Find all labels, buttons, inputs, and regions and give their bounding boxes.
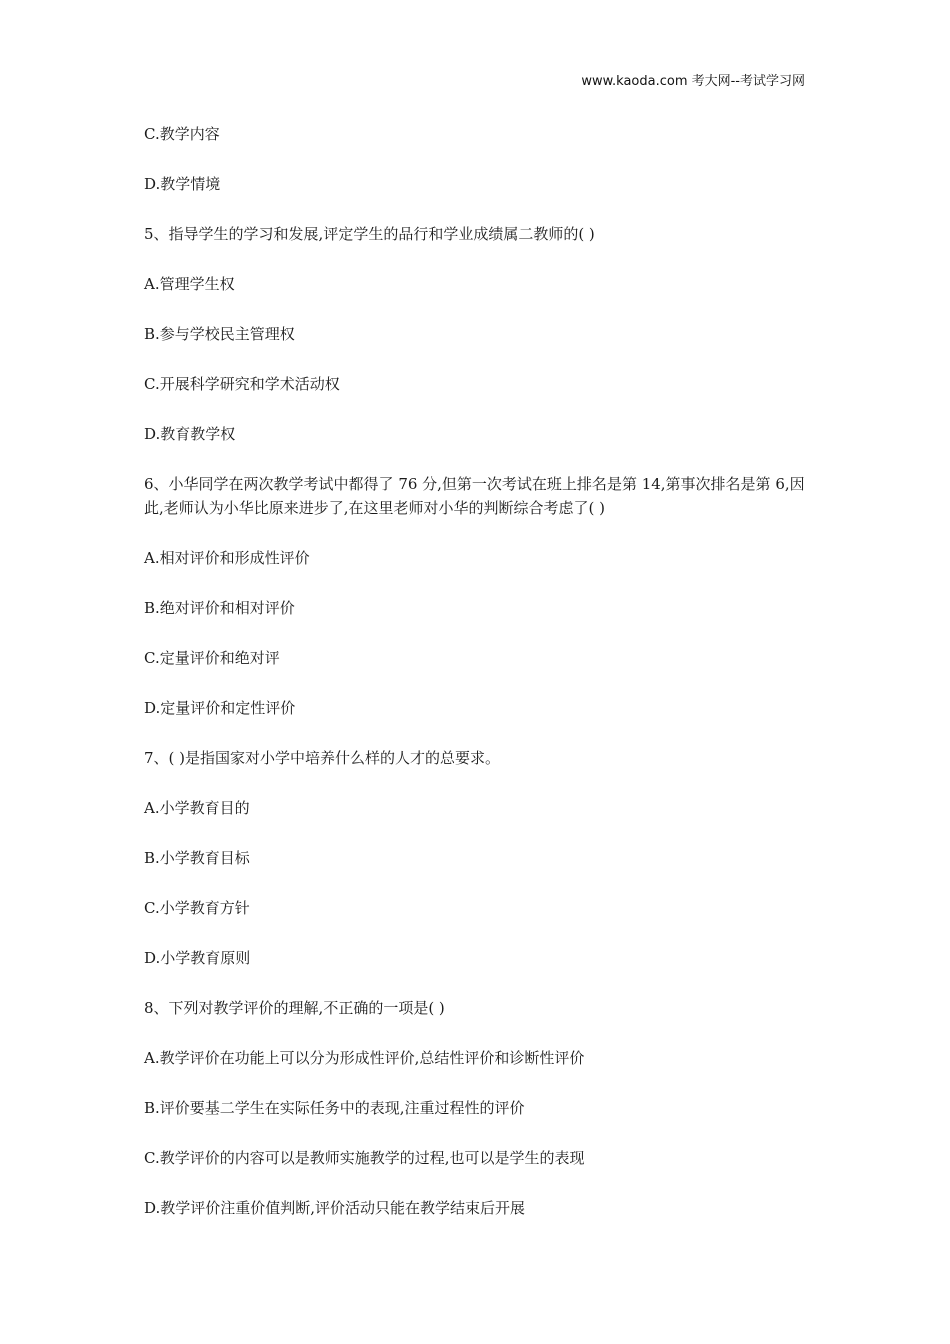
question-8-option-b: B.评价要基二学生在实际任务中的表现,注重过程性的评价	[144, 1099, 525, 1117]
question-7-option-b: B.小学教育目标	[144, 849, 250, 867]
question-7-option-c: C.小学教育方针	[144, 899, 250, 917]
question-6-option-b: B.绝对评价和相对评价	[144, 599, 295, 617]
question-7-option-d: D.小学教育原则	[144, 949, 251, 967]
question-8-option-d: D.教学评价注重价值判断,评价活动只能在教学结束后开展	[144, 1199, 526, 1217]
option-d-prev: D.教学情境	[144, 175, 221, 193]
question-5-option-b: B.参与学校民主管理权	[144, 325, 295, 343]
question-7: 7、( )是指国家对小学中培养什么样的人才的总要求。	[144, 749, 501, 767]
question-8: 8、下列对教学评价的理解,不正确的一项是( )	[144, 999, 445, 1017]
question-6-option-d: D.定量评价和定性评价	[144, 699, 296, 717]
document-body	[144, 122, 809, 1246]
option-c-prev: C.教学内容	[144, 125, 220, 143]
question-6-option-a: A.相对评价和形成性评价	[144, 549, 310, 567]
question-5: 5、指导学生的学习和发展,评定学生的品行和学业成绩属二教师的( )	[144, 225, 595, 243]
question-5-option-d: D.教育教学权	[144, 425, 236, 443]
question-6: 6、小华同学在两次教学考试中都得了 76 分,但第一次考试在班上排名是第 14,第事次排名是第 6,因此,老师认为小华比原来进步了,在这里老师对小华的判断综合考虑了( )	[144, 475, 805, 517]
question-6-option-c: C.定量评价和绝对评	[144, 649, 280, 667]
question-7-option-a: A.小学教育目的	[144, 799, 250, 817]
question-8-option-c: C.教学评价的内容可以是教师实施教学的过程,也可以是学生的表现	[144, 1149, 585, 1167]
question-5-option-a: A.管理学生权	[144, 275, 235, 293]
question-5-option-c: C.开展科学研究和学术活动权	[144, 375, 340, 393]
question-8-option-a: A.教学评价在功能上可以分为形成性评价,总结性评价和诊断性评价	[144, 1049, 585, 1067]
page-header-site: www.kaoda.com 考大网--考试学习网	[581, 74, 805, 89]
